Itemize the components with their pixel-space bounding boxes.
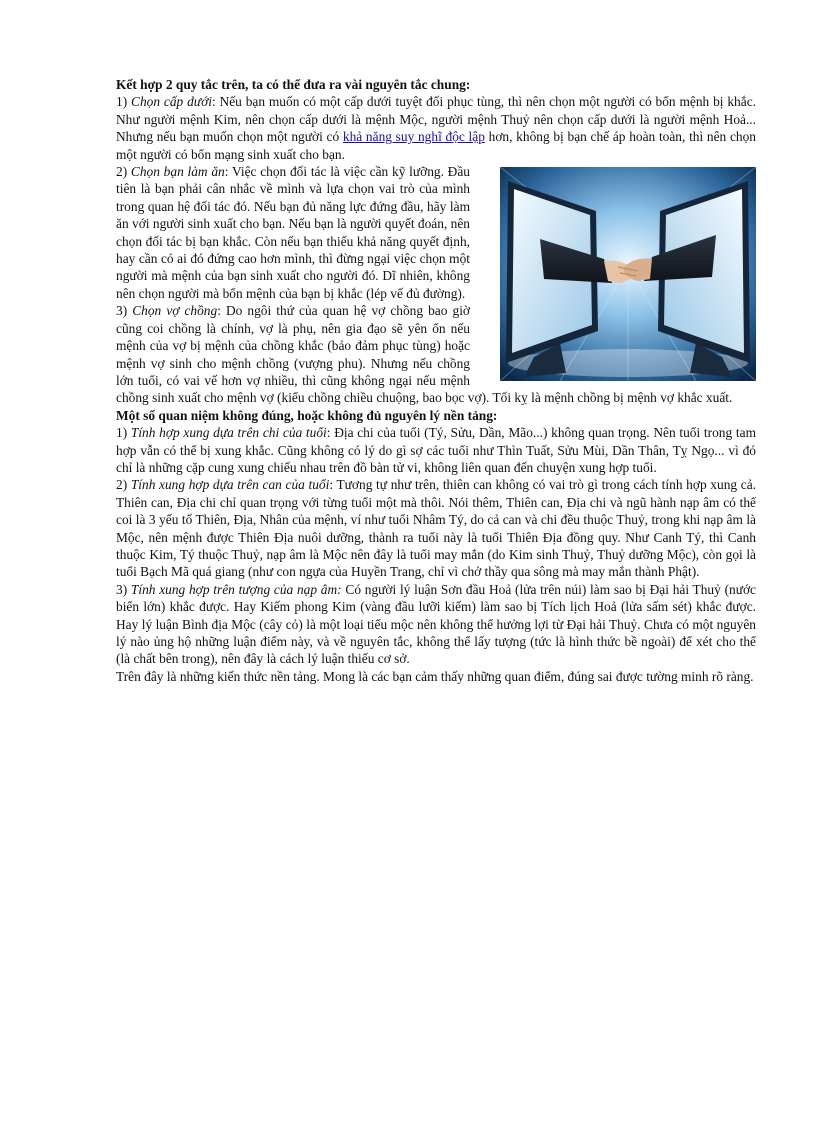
item-term: Chọn bạn làm ăn xyxy=(130,164,225,180)
item-number: 1) xyxy=(116,425,131,441)
document-page xyxy=(116,76,756,685)
item-text: : Nếu bạn muốn có một cấp dưới tuyệt đối phục tùng, thì nên chọn một người có bổn mệnh bị khắc. Như người mệnh Kim, nên chọn cấp dưới là mệnh Mộc, người mệnh Thuỷ nên chọn cấp dưới là người mệnh Hoả... Nhưng nếu bạn muốn chọn một người có xyxy=(116,94,756,145)
item-text: : Việc chọn đối tác là việc cần kỹ lưỡng. Đầu tiên là bạn phải cân nhắc về mình và lựa chọn vai trò của mình trong quan hệ đối tác đó. Nếu bạn đủ năng lực đứng đầu, hãy làm ăn với người sinh xuất cho bạn. Nếu bạn là người quyết đoán, nên chọn đối tác bị bạn khắc. Còn nếu bạn thiếu khả năng quyết định, hay cần có ai đó đứng cao hơn mình, thì đừng ngại việc chọn một người mà mệnh của bạn sinh xuất cho người đó. Dĩ nhiên, không nên chọn người mà bổn mệnh của bạn bị khắc (lép vế đủ đường). xyxy=(116,164,470,301)
item-term: Tính hợp xung dựa trên chi của tuổi xyxy=(130,425,327,441)
handshake-image xyxy=(500,167,756,381)
item-number: 3) xyxy=(116,581,131,597)
section2-item-1 xyxy=(116,424,756,476)
section2-item-2 xyxy=(116,476,756,580)
item-term: Chọn cấp dưới xyxy=(131,94,212,110)
section2-item-3 xyxy=(116,581,756,668)
independent-thinking-link[interactable]: khả năng suy nghĩ độc lập xyxy=(342,129,485,145)
item-term: Chọn vợ chồng xyxy=(132,303,218,319)
item-number: 3) xyxy=(116,303,133,319)
section1-heading: Kết hợp 2 quy tắc trên, ta có thể đưa ra vài nguyên tắc chung: xyxy=(116,77,471,92)
section2-heading: Một số quan niệm không đúng, hoặc không đủ nguyên lý nền tảng: xyxy=(116,407,498,423)
item-term: Tính xung hợp trên tượng của nạp âm: xyxy=(130,581,342,597)
item-text: : Địa chi của tuổi (Tý, Sửu, Dần, Mão...) không quan trọng. Nên tuổi trong tam hợp vẫn có thể bị xung khắc. Cũng không có lý do gì sợ các tuổi như Thìn Tuất, Sửu Mùi, Dần Thân, Tỵ Ngọ... vì đó chỉ là những cặp cung xung chiếu nhau trên đồ bàn tử vi, không liên quan đến chuyện xung hợp tuổi. xyxy=(116,425,756,475)
item-text: Có người lý luận Sơn đầu Hoả (lửa trên núi) làm sao bị Đại hải Thuỷ (nước biển lớn) khắc được. Hay Kiếm phong Kim (vàng đầu lưỡi kiếm) làm sao bị Tích lịch Hoả (lửa sấm sét) khắc được. Hay lý luận Bình địa Mộc (cây cỏ) là một loại tiểu mộc nên không thể hưởng lợi từ Đại hải Thuỷ. Chưa có một nguyên lý nào ủng hộ những luận điểm này, và về nguyên tắc, không thể lấy tượng (tức là hình thức bề ngoài) để xét cho thể (là chất bên trong), nên đây là cách lý luận thiếu cơ sở. xyxy=(116,581,756,667)
section1-item-1 xyxy=(116,93,756,163)
item-term: Tính xung hợp dựa trên can của tuổi xyxy=(130,477,330,493)
item-number: 1) xyxy=(116,94,132,110)
item-text: : Tương tự như trên, thiên can không có vai trò gì trong cách tính hợp xung cả. Thiên can, Địa chi chỉ quan trọng với từng tuổi một mà thôi. Nói thêm, Thiên can, Địa chi và ngũ hành nạp âm có thể coi là 3 yếu tố Thiên, Địa, Nhân của mệnh, ví như tuổi Nhâm Tý, do cả can và chi đều thuộc Thuỷ, trong khi nạp âm là Mộc, nên mệnh được Thiên Địa nuôi dưỡng, thành ra tuổi này là tuổi Thiên Địa đồng quy. Như Canh Tý, thì Canh thuộc Kim, Tý thuộc Thuỷ, nạp âm là Mộc nên đây là tuổi may mắn (do Kim sinh Thuỷ, Thuỷ dưỡng Mộc), còn gọi là tuổi Bạch Mã quá giang (như con ngựa của Huyền Trang, chỉ vì chở thầy qua sông mà may mắn thành Phật). xyxy=(116,477,756,580)
item-number: 2) xyxy=(116,477,131,493)
item-number: 2) xyxy=(116,164,131,180)
handshake-through-screens-image xyxy=(500,167,756,381)
closing-paragraph: Trên đây là những kiến thức nền tảng. Mong là các bạn cảm thấy những quan điểm, đúng sai được tường minh rõ ràng. xyxy=(116,668,754,684)
item-text: : Do ngôi thứ của quan hệ vợ chồng bao giờ cũng coi chồng là chính, vợ là phụ, nên gia đạo sẽ yên ổn nếu mệnh của vợ bị mệnh của chồng khắc (bảo đảm phục tùng) hoặc mệnh vợ sinh cho mệnh chồng (vượng phu). Nhưng nếu chồng lớn tuổi, có vai vế hơn vợ nhiều, thì cũng không ngại nếu mệnh chồng sinh xuất cho mệnh vợ (kiểu chồng chiều chuộng, bao bọc vợ). Tối kỵ là mệnh chồng bị mệnh vợ khắc xuất. xyxy=(116,303,733,406)
item-text-cont: hơn, không bị bạn chế áp hoàn toàn, thì nên chọn một người có bổn mạng sinh xuất cho bạn. xyxy=(116,129,756,162)
